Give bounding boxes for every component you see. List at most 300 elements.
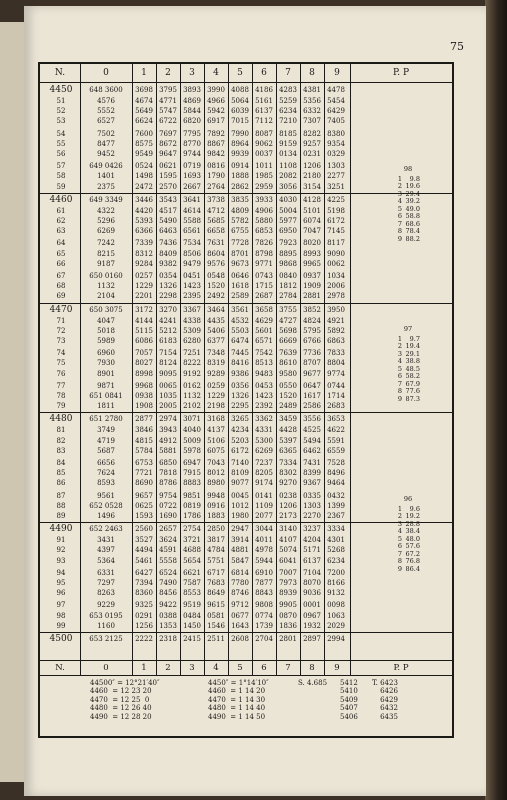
table-footer [40,660,452,737]
pp-value: 78.4 [405,227,420,235]
mantissa-col-0: 652 2463 [89,525,123,534]
mantissa-col-0: 5296 [97,217,115,225]
mantissa-col-1: 6086 [135,337,153,345]
mantissa-col-4: 7043 [207,459,225,467]
mantissa-col-7: 6950 [279,227,297,236]
mantissa-col-3: 6621 [183,568,201,577]
pp-value: 38.8 [405,357,420,365]
header-n: N. [40,661,81,675]
mantissa-col-5: 4881 [231,546,249,555]
table-row [40,611,452,621]
mantissa-col-8: 8707 [303,359,321,368]
mantissa-col-9: 6234 [327,556,345,565]
mantissa-col-9: 4921 [327,316,345,325]
mantissa-col-1: 0625 [135,501,153,510]
pp-row [392,236,424,244]
mantissa-col-8: 8282 [303,129,321,138]
mantissa-col-1: 8027 [135,359,153,368]
mantissa-col-0: 5018 [97,326,115,335]
header-col-0: 0 [80,661,133,675]
header-col-7: 7 [276,661,301,675]
header-col-3: 3 [180,64,205,82]
mantissa-col-7: 7639 [279,349,297,358]
mantissa-col-7: 4283 [279,86,297,94]
mantissa-col-6: 4629 [255,316,273,325]
mantissa-col-8: 1909 [303,282,321,291]
mantissa-col-2: 3795 [159,86,177,94]
table-row [40,139,452,149]
mantissa-col-9: 5591 [327,436,345,445]
row-number: 51 [56,97,66,105]
mantissa-col-1: 1498 [135,172,153,181]
header-col-2: 2 [156,64,181,82]
mantissa-col-2: 8672 [159,139,177,148]
mantissa-col-9: 2006 [327,282,345,291]
mantissa-col-6: 9174 [255,479,273,488]
mantissa-col-0: 4322 [97,206,115,215]
row-number: 94 [56,568,66,577]
mantissa-col-7: 0550 [279,381,297,390]
mantissa-col-4: 6377 [207,337,225,345]
mantissa-col-1: 6753 [135,459,153,467]
header-col-2: 2 [156,661,181,675]
mantissa-col-7: 6669 [279,337,297,345]
mantissa-col-2: 4912 [159,436,177,445]
mantissa-col-6: 7826 [255,239,273,248]
footer-t-values: T. 6423 6426 6429 6432 6435 [372,679,398,721]
mantissa-col-1: 2472 [135,182,153,191]
mantissa-col-4: 5685 [207,217,225,225]
mantissa-col-7: 3056 [279,182,297,191]
mantissa-col-7: 0870 [279,611,297,620]
mantissa-col-7: 0134 [279,150,297,158]
mantissa-col-2: 7697 [159,129,177,138]
mantissa-col-8: 6332 [303,107,321,116]
mantissa-col-6: 8798 [255,249,273,258]
mantissa-col-2: 1035 [159,392,177,400]
mantissa-col-0: 2104 [97,292,115,301]
mantissa-col-2: 9095 [159,369,177,378]
footer-s-values: 5412 5410 5409 5407 5406 [340,679,358,721]
table-row [40,326,452,336]
table-row [40,436,452,446]
mantissa-col-9: 7833 [327,349,345,358]
pp-digit: 2 [397,512,402,520]
table-row [40,85,452,95]
mantissa-col-0: 5989 [97,337,115,345]
mantissa-col-7: 2082 [279,172,297,181]
mantissa-col-5: 1980 [231,512,249,520]
book-spine [485,0,507,800]
footer-note-arc-seconds: 44500″ = 12°21′40″ 4460 = 12 23 20 4470 = 12 25 0 4480 = 12 26 40 4490 = 12 28 20 [90,679,160,721]
pp-digit: 5 [397,534,402,543]
mantissa-col-2: 0722 [159,501,177,510]
row-number: 74 [56,349,66,358]
pp-table-97 [392,326,424,403]
mantissa-col-5: 2608 [231,635,249,643]
column-rule [132,64,133,660]
mantissa-col-1: 7600 [135,129,153,138]
row-number: 63 [56,227,66,236]
pp-row [392,566,424,574]
mantissa-col-4: 4712 [207,206,225,215]
pp-value: 9.8 [409,174,420,183]
mantissa-col-8: 8020 [303,239,321,248]
header-pp: P. P [392,68,409,78]
row-number: 96 [56,589,66,598]
mantissa-col-8: 7104 [303,568,321,577]
mantissa-col-8: 4128 [303,195,321,204]
mantissa-col-8: 9965 [303,259,321,268]
mantissa-col-0: 4047 [97,316,115,325]
footer-note-time: 4450″ = 1°14′10″ 4460 = 1 14 20 4470 = 1 14 30 4480 = 1 14 40 4490 = 1 14 50 [208,679,269,721]
row-number: 82 [56,436,66,445]
mantissa-col-5: 6039 [231,107,249,116]
mantissa-col-9: 3334 [327,525,345,534]
mantissa-col-4: 2511 [207,635,225,643]
mantissa-col-1: 0938 [135,392,153,400]
table-row [40,414,452,424]
table-row [40,116,452,126]
column-rule [80,64,81,660]
mantissa-col-5: 7728 [231,239,249,248]
mantissa-col-7: 3459 [279,415,297,424]
row-number: 62 [56,217,66,225]
pp-value: 67.2 [405,549,420,558]
column-rule [204,64,205,660]
mantissa-col-2: 4591 [159,546,177,555]
row-number: 81 [56,426,66,435]
row-number: 87 [56,491,66,500]
pp-value: 58.8 [405,212,420,220]
pp-digit: 2 [397,182,402,190]
mantissa-col-9: 1714 [327,392,345,400]
mantissa-col-8: 3852 [303,305,321,314]
mantissa-col-1: 9325 [135,601,153,610]
mantissa-col-5: 6755 [231,227,249,236]
mantissa-col-0: 5552 [97,107,115,116]
mantissa-col-2: 8409 [159,249,177,258]
mantissa-col-6: 7877 [255,579,273,587]
pp-value: 38.4 [405,527,420,535]
mantissa-col-7: 6234 [279,107,297,116]
mantissa-col-7: 0840 [279,272,297,280]
mantissa-col-3: 2395 [183,292,201,301]
mantissa-col-4: 5406 [207,326,225,335]
mantissa-col-8: 4204 [303,536,321,545]
mantissa-col-2: 9382 [159,259,177,268]
header-col-6: 6 [252,64,277,82]
mantissa-col-8: 8993 [303,249,321,258]
mantissa-col-1: 7721 [135,469,153,478]
mantissa-col-4: 9289 [207,369,225,378]
mantissa-col-3: 1132 [183,392,201,400]
mantissa-col-2: 0388 [159,611,177,620]
mantissa-col-5: 8746 [231,589,249,598]
mantissa-col-2: 8786 [159,479,177,488]
table-row [40,542,452,555]
table-row [40,478,452,488]
mantissa-col-3: 0719 [183,162,201,171]
mantissa-col-1: 9284 [135,259,153,268]
row-number: 4480 [49,414,73,425]
group-divider [40,303,452,304]
mantissa-col-6: 5880 [255,217,273,225]
table-row [40,149,452,159]
mantissa-col-7: 8302 [279,469,297,478]
mantissa-col-8: 2180 [303,172,321,181]
mantissa-col-8: 5356 [303,97,321,105]
mantissa-col-2: 2005 [159,402,177,411]
row-number: 53 [56,117,66,126]
mantissa-col-4: 9948 [207,491,225,500]
mantissa-col-5: 8964 [231,139,249,148]
mantissa-col-8: 5171 [303,546,321,555]
row-number: 58 [56,172,66,181]
mantissa-col-7: 3140 [279,525,297,534]
mantissa-col-5: 1618 [231,282,249,291]
table-row [40,391,452,401]
mantissa-col-6: 1423 [255,392,273,400]
mantissa-col-5: 1012 [231,501,249,510]
table-row [40,106,452,116]
mantissa-col-0: 649 0426 [89,162,123,171]
mantissa-col-2: 1326 [159,282,177,291]
mantissa-col-4: 2492 [207,292,225,301]
row-number: 54 [56,129,66,138]
mantissa-col-1: 4674 [135,97,153,105]
mantissa-col-9: 9464 [327,479,345,488]
mantissa-col-8: 2586 [303,402,321,411]
group-divider [40,632,452,633]
mantissa-col-6: 9483 [255,369,273,378]
pp-digit: 4 [397,197,402,205]
mantissa-col-3: 7251 [183,349,201,358]
mantissa-col-7: 5977 [279,217,297,225]
mantissa-col-1: 9549 [135,150,153,158]
mantissa-col-7: 8939 [279,589,297,598]
pp-value: 58.2 [405,372,420,380]
mantissa-col-4: 4137 [207,426,225,435]
mantissa-col-7: 2784 [279,292,297,301]
mantissa-col-1: 0524 [135,162,153,171]
mantissa-col-2: 6722 [159,117,177,126]
pp-digit: 7 [397,219,402,228]
pp-digit: 9 [397,234,402,243]
mantissa-col-7: 5004 [279,206,297,215]
mantissa-col-7: 7923 [279,239,297,248]
mantissa-col-9: 8380 [327,129,345,138]
mantissa-col-4: 8012 [207,469,225,478]
mantissa-col-6: 5300 [255,436,273,445]
mantissa-col-3: 0451 [183,272,201,280]
row-number: 76 [56,369,66,378]
row-number: 71 [56,316,66,325]
mantissa-col-8: 6462 [303,446,321,455]
mantissa-col-8: 0937 [303,272,321,280]
mantissa-col-0: 9187 [97,259,115,268]
mantissa-col-6: 6853 [255,227,273,236]
mantissa-col-7: 2173 [279,512,297,520]
mantissa-col-5: 7780 [231,579,249,587]
table-row [40,501,452,511]
mantissa-col-6: 2959 [255,182,273,191]
mantissa-col-4: 3168 [207,415,225,424]
footer-s-label: S. 4.685 [298,679,328,687]
mantissa-col-5: 8701 [231,249,249,258]
mantissa-col-2: 4241 [159,316,177,325]
mantissa-col-0: 6269 [97,227,115,236]
pp-value: 57.6 [405,542,420,550]
row-number: 86 [56,479,66,488]
mantissa-col-6: 1739 [255,621,273,630]
mantissa-col-8: 2897 [303,635,321,643]
mantissa-col-6: 3044 [255,525,273,534]
mantissa-col-0: 7930 [97,359,115,368]
row-number: 69 [56,292,66,301]
mantissa-col-5: 2947 [231,525,249,534]
row-number: 75 [56,359,66,368]
column-rule [228,64,229,660]
mantissa-col-1: 3846 [135,426,153,435]
mantissa-col-1: 5115 [135,326,153,335]
mantissa-col-3: 9192 [183,369,201,378]
mantissa-col-4: 0916 [207,501,225,510]
header-col-8: 8 [300,64,325,82]
mantissa-col-8: 2270 [303,512,321,520]
mantissa-col-9: 0062 [327,259,345,268]
table-row [40,634,452,644]
mantissa-col-6: 6269 [255,446,273,455]
table-row [40,425,452,435]
mantissa-col-9: 2029 [327,621,345,630]
footer-header [40,661,452,676]
row-number: 61 [56,206,66,215]
mantissa-col-8: 6074 [303,217,321,225]
mantissa-col-0: 7502 [97,129,115,138]
mantissa-col-0: 9229 [97,601,115,610]
table-row [40,271,452,281]
table-row [40,129,452,139]
mantissa-col-8: 6766 [303,337,321,345]
mantissa-col-1: 2560 [135,525,153,534]
mantissa-col-2: 0065 [159,381,177,390]
mantissa-col-5: 0045 [231,491,249,500]
mantissa-col-5: 2862 [231,182,249,191]
pp-digit: 8 [397,227,402,235]
mantissa-col-0: 2375 [97,182,115,191]
mantissa-col-3: 4338 [183,316,201,325]
mantissa-col-6: 8513 [255,359,273,368]
mantissa-col-4: 7631 [207,239,225,248]
mantissa-col-6: 2392 [255,402,273,411]
header-col-7: 7 [276,64,301,82]
mantissa-col-4: 6917 [207,117,225,126]
mantissa-col-8: 1303 [303,501,321,510]
mantissa-col-8: 8399 [303,469,321,478]
pp-value: 29.1 [405,349,420,358]
mantissa-col-1: 3446 [135,195,153,204]
pp-digit: 5 [397,364,402,373]
row-number: 97 [56,601,66,610]
table-row [40,161,452,171]
header-col-1: 1 [132,64,157,82]
mantissa-col-4: 7892 [207,129,225,138]
mantissa-col-9: 1303 [327,162,345,171]
mantissa-col-0: 1401 [97,172,115,181]
mantissa-col-6: 6571 [255,337,273,345]
mantissa-col-1: 1908 [135,402,153,411]
mantissa-col-1: 1229 [135,282,153,291]
mantissa-col-9: 8117 [327,239,345,248]
mantissa-col-6: 4186 [255,86,273,94]
mantissa-col-5: 9712 [231,601,249,610]
mantissa-col-9: 0432 [327,491,345,500]
row-number: 93 [56,556,66,565]
mantissa-col-6: 7237 [255,459,273,467]
mantissa-col-9: 5454 [327,97,345,105]
mantissa-col-4: 0548 [207,272,225,280]
mantissa-col-3: 2667 [183,182,201,191]
mantissa-col-0: 6960 [97,349,115,358]
mantissa-col-5: 9673 [231,259,249,268]
mantissa-col-1: 5393 [135,217,153,225]
table-row [40,216,452,226]
mantissa-col-5: 9386 [231,369,249,378]
mantissa-col-9: 4225 [327,195,345,204]
mantissa-col-9: 7405 [327,117,345,126]
mantissa-col-4: 7348 [207,349,225,358]
mantissa-col-0: 650 3075 [89,305,123,314]
mantissa-col-1: 3527 [135,536,153,545]
pp-digit: 1 [397,504,402,513]
mantissa-col-9: 9354 [327,139,345,148]
mantissa-col-4: 1790 [207,172,225,181]
pp-digit: 4 [397,357,402,365]
mantissa-col-6: 4331 [255,426,273,435]
mantissa-col-3: 3071 [183,415,201,424]
mantissa-col-5: 1326 [231,392,249,400]
mantissa-col-6: 1109 [255,501,273,510]
mantissa-col-3: 6820 [183,117,201,126]
mantissa-col-1: 0257 [135,272,153,280]
mantissa-col-0: 4576 [97,97,115,105]
row-number: 64 [56,239,66,248]
mantissa-col-4: 0259 [207,381,225,390]
mantissa-col-4: 6717 [207,568,225,577]
mantissa-col-7: 5259 [279,97,297,105]
mantissa-col-5: 6814 [231,568,249,577]
mantissa-col-6: 8087 [255,129,273,138]
table-row [40,316,452,326]
mantissa-col-6: 3933 [255,195,273,204]
mantissa-col-6: 5944 [255,556,273,565]
mantissa-col-1: 8690 [135,479,153,488]
row-number: 72 [56,326,66,335]
mantissa-col-0: 6656 [97,459,115,467]
mantissa-col-0: 4397 [97,546,115,555]
mantissa-col-1: 4144 [135,316,153,325]
pp-value: 88.2 [405,234,420,243]
table-row [40,381,452,391]
pp-value: 28.8 [405,519,420,528]
mantissa-col-2: 6463 [159,227,177,236]
mantissa-col-4: 8980 [207,479,225,488]
mantissa-col-6: 1985 [255,172,273,181]
mantissa-col-3: 8222 [183,359,201,368]
pp-digit: 7 [397,379,402,388]
row-number: 4450 [49,85,73,95]
